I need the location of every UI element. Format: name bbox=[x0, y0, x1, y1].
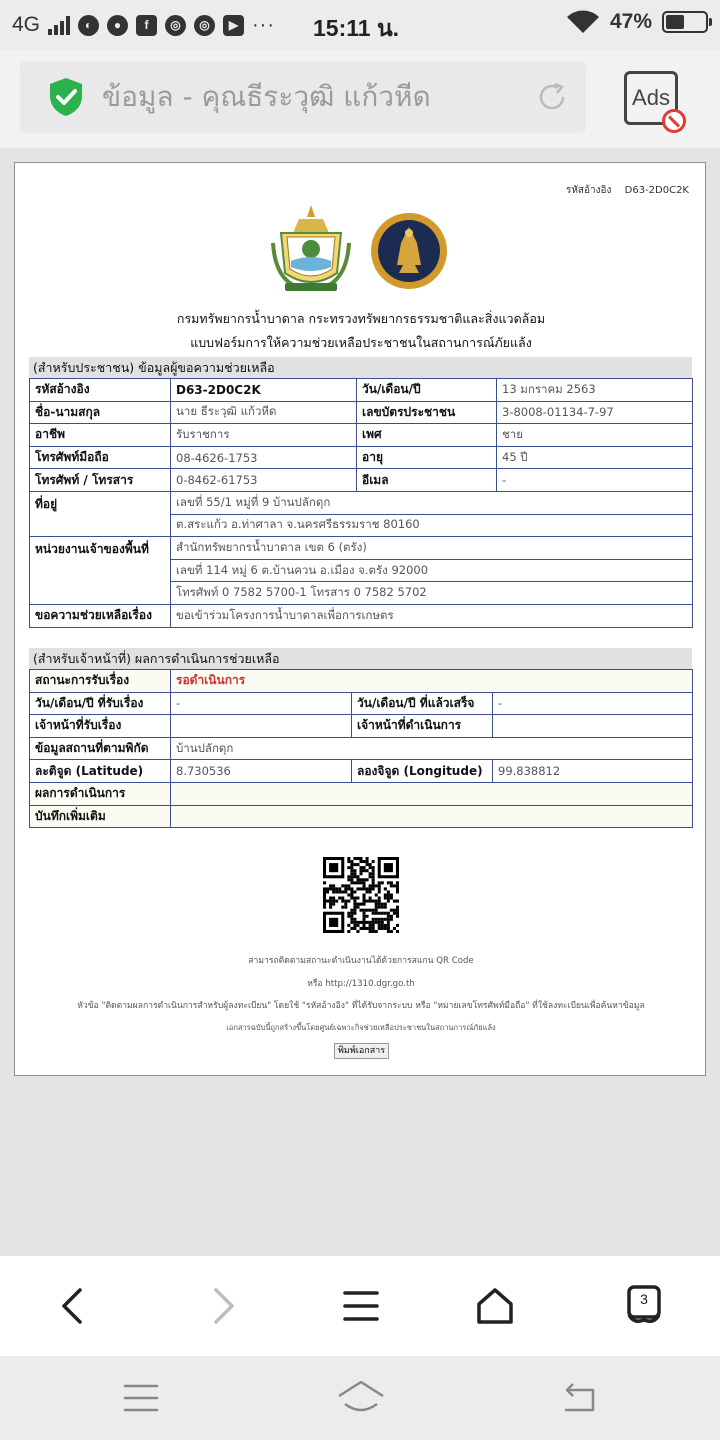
gender-value: ชาย bbox=[497, 424, 693, 447]
battery-percent: 47% bbox=[609, 10, 652, 33]
longitude-label: ลองจิจูด (Longitude) bbox=[352, 760, 493, 783]
footer-line-1: สามารถติดตามสถานะดำเนินงานได้ด้วยการสแกน QR Code bbox=[248, 956, 474, 966]
table-row bbox=[30, 537, 693, 560]
receiver-label: เจ้าหน้าที่รับเรื่อง bbox=[30, 715, 171, 738]
table-row bbox=[30, 737, 693, 760]
email-label: อีเมล bbox=[357, 469, 497, 492]
block-icon bbox=[662, 109, 686, 133]
chat-icon: ● bbox=[107, 15, 128, 36]
ref-code-value: D63-2D0C2K bbox=[171, 379, 357, 402]
name-value: นาย ธีระวุฒิ แก้วหีด bbox=[171, 401, 357, 424]
id-value: 3-8008-01134-7-97 bbox=[497, 401, 693, 424]
agency-label: หน่วยงานเจ้าของพื้นที่ bbox=[30, 537, 171, 605]
table-row bbox=[30, 805, 693, 828]
network-type: 4G bbox=[12, 13, 41, 36]
request-label: ขอความช่วยเหลือเรื่อง bbox=[30, 604, 171, 627]
location-value: บ้านปลักดุก bbox=[171, 737, 693, 760]
form-title: แบบฟอร์มการให้ความช่วยเหลือประชาชนในสถานการณ์ภัยแล้ง bbox=[190, 335, 532, 350]
status-bar bbox=[0, 0, 720, 50]
result-label: ผลการดำเนินการ bbox=[30, 782, 171, 805]
department-title: กรมทรัพยากรน้ำบาดาล กระทรวงทรัพยากรธรรมชาติและสิ่งแวดล้อม bbox=[176, 311, 546, 326]
receiver-value bbox=[171, 715, 352, 738]
location-label: ข้อมูลสถานที่ตามพิกัด bbox=[30, 737, 171, 760]
agency-line-3: โทรศัพท์ 0 7582 5700-1 โทรสาร 0 7582 5702 bbox=[171, 582, 693, 605]
age-value: 45 ปี bbox=[497, 446, 693, 469]
table-row bbox=[30, 446, 693, 469]
completed-date-value: - bbox=[493, 692, 693, 715]
table-row bbox=[30, 491, 693, 514]
chrome-icon: ◎ bbox=[194, 15, 215, 36]
address-label: ที่อยู่ bbox=[30, 491, 171, 536]
battery-fill bbox=[666, 15, 684, 29]
table-row bbox=[30, 424, 693, 447]
agency-line-2: เลขที่ 114 หมู่ 6 ต.บ้านควน อ.เมือง จ.ตรัง 92000 bbox=[171, 559, 693, 582]
latitude-label: ละติจูด (Latitude) bbox=[30, 760, 171, 783]
overflow-icon: ··· bbox=[252, 13, 275, 36]
print-button[interactable]: พิมพ์เอกสาร bbox=[334, 1043, 389, 1059]
request-value: ขอเข้าร่วมโครงการน้ำบาดาลเพื่อการเกษตร bbox=[171, 604, 693, 627]
phone-value: 0-8462-61753 bbox=[171, 469, 357, 492]
gender-label: เพศ bbox=[357, 424, 497, 447]
officer-section-title: (สำหรับเจ้าหน้าที่) ผลการดำเนินการช่วยเหลือ bbox=[29, 648, 692, 669]
crescent-icon: ◐ bbox=[78, 15, 99, 36]
back-icon[interactable] bbox=[50, 1284, 94, 1328]
system-home-icon[interactable] bbox=[337, 1378, 385, 1418]
table-row bbox=[30, 469, 693, 492]
requester-table bbox=[29, 378, 693, 628]
officer-section bbox=[29, 648, 692, 828]
received-date-value: - bbox=[171, 692, 352, 715]
system-nav-bar bbox=[0, 1356, 720, 1440]
clock: 15:11 น. bbox=[313, 15, 400, 41]
mobile-value: 08-4626-1753 bbox=[171, 446, 357, 469]
browser-bottom-nav bbox=[0, 1256, 720, 1356]
footer-line-3: หัวข้อ "ติดตามผลการดำเนินการสำหรับผู้ลงทะเบียน" โดยใช้ "รหัสอ้างอิง" ที่ได้รับจากระบบ หรือ "หมายเลขโทรศัพท์มือถือ" ที่ใช้ลงทะเบียนเพื่อค้นหาข้อมูล bbox=[77, 1001, 645, 1011]
chrome-icon: ◎ bbox=[165, 15, 186, 36]
handler-value bbox=[493, 715, 693, 738]
shopping-bag-icon: ▶ bbox=[223, 15, 244, 36]
reference-code: D63-2D0C2K bbox=[624, 185, 689, 196]
ref-code-label: รหัสอ้างอิง bbox=[30, 379, 171, 402]
status-label: สถานะการรับเรื่อง bbox=[30, 670, 171, 693]
phone-label: โทรศัพท์ / โทรสาร bbox=[30, 469, 171, 492]
home-icon[interactable] bbox=[473, 1284, 517, 1328]
occupation-value: รับราชการ bbox=[171, 424, 357, 447]
date-value: 13 มกราคม 2563 bbox=[497, 379, 693, 402]
menu-icon[interactable] bbox=[339, 1284, 383, 1328]
notes-label: บันทึกเพิ่มเติม bbox=[30, 805, 171, 828]
completed-date-label: วัน/เดือน/ปี ที่แล้วเสร็จ bbox=[352, 692, 493, 715]
system-back-icon[interactable] bbox=[557, 1378, 601, 1418]
agency-line-1: สำนักทรัพยากรน้ำบาดาล เขต 6 (ตรัง) bbox=[171, 537, 693, 560]
ad-block-button[interactable] bbox=[624, 71, 678, 125]
assistance-form-document bbox=[14, 162, 706, 1076]
latitude-value: 8.730536 bbox=[171, 760, 352, 783]
mobile-label: โทรศัพท์มือถือ bbox=[30, 446, 171, 469]
recent-apps-icon[interactable] bbox=[119, 1378, 163, 1418]
ministry-emblem-icon bbox=[271, 203, 351, 295]
table-row bbox=[30, 715, 693, 738]
browser-toolbar bbox=[0, 50, 720, 148]
table-row bbox=[30, 760, 693, 783]
facebook-icon: f bbox=[136, 15, 157, 36]
tab-count: 3 bbox=[640, 1291, 648, 1307]
table-row bbox=[30, 604, 693, 627]
groundwater-dept-seal-icon bbox=[369, 203, 449, 295]
status-value: รอดำเนินการ bbox=[171, 670, 693, 693]
email-value: - bbox=[497, 469, 693, 492]
reference-header bbox=[566, 183, 689, 198]
result-value bbox=[171, 782, 693, 805]
footer-line-4: เอกสารฉบับนี้ถูกสร้างขึ้นโดยศูนย์เฉพาะกิจช่วยเหลือประชาชนในสถานการณ์ภัยแล้ง bbox=[226, 1023, 496, 1032]
date-label: วัน/เดือน/ปี bbox=[357, 379, 497, 402]
reference-label: รหัสอ้างอิง bbox=[565, 185, 612, 196]
address-line-1: เลขที่ 55/1 หมู่ที่ 9 บ้านปลักดุก bbox=[171, 491, 693, 514]
forward-icon[interactable] bbox=[202, 1284, 246, 1328]
signal-icon bbox=[48, 15, 70, 35]
id-label: เลขบัตรประชาชน bbox=[357, 401, 497, 424]
handler-label: เจ้าหน้าที่ดำเนินการ bbox=[352, 715, 493, 738]
address-bar[interactable] bbox=[20, 61, 586, 133]
longitude-value: 99.838812 bbox=[493, 760, 693, 783]
table-row bbox=[30, 670, 693, 693]
table-row bbox=[30, 692, 693, 715]
table-row bbox=[30, 401, 693, 424]
address-line-2: ต.สระแก้ว อ.ท่าศาลา จ.นครศรีธรรมราช 80160 bbox=[171, 514, 693, 537]
qr-code-icon bbox=[323, 857, 399, 933]
shield-check-icon bbox=[48, 77, 84, 117]
requester-section-title: (สำหรับประชาชน) ข้อมูลผู้ขอความช่วยเหลือ bbox=[29, 357, 692, 378]
reload-icon[interactable] bbox=[536, 81, 568, 113]
occupation-label: อาชีพ bbox=[30, 424, 171, 447]
tabs-button[interactable] bbox=[622, 1284, 666, 1328]
age-label: อายุ bbox=[357, 446, 497, 469]
wifi-icon bbox=[566, 10, 600, 34]
table-row bbox=[30, 379, 693, 402]
officer-table bbox=[29, 669, 693, 828]
notes-value bbox=[171, 805, 693, 828]
footer-line-2: หรือ http://1310.dgr.go.th bbox=[307, 979, 415, 989]
received-date-label: วัน/เดือน/ปี ที่รับเรื่อง bbox=[30, 692, 171, 715]
ads-label: Ads bbox=[632, 85, 670, 110]
requester-section bbox=[29, 357, 692, 628]
page-title: ข้อมูล - คุณธีระวุฒิ แก้วหีด bbox=[102, 80, 431, 113]
table-row bbox=[30, 782, 693, 805]
battery-icon bbox=[662, 11, 708, 33]
logos bbox=[271, 203, 449, 295]
name-label: ชื่อ-นามสกุล bbox=[30, 401, 171, 424]
